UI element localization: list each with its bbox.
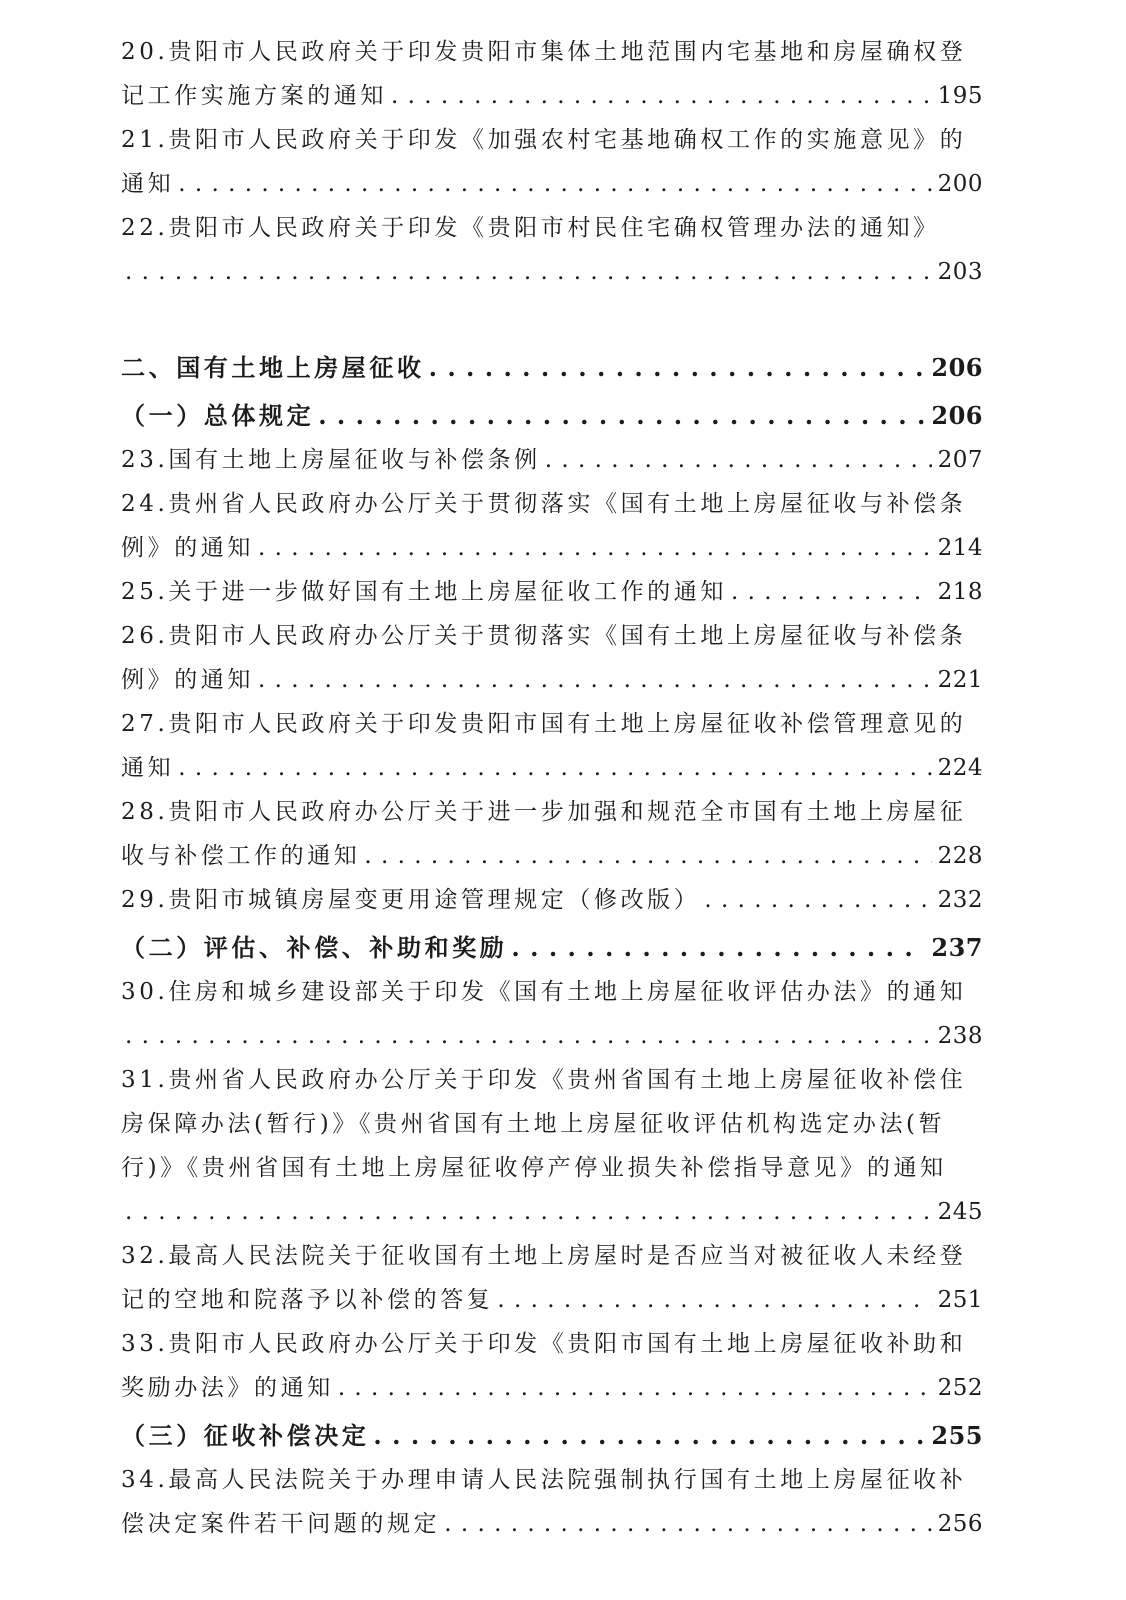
toc-entry[interactable] bbox=[121, 206, 983, 294]
toc-entry-text: 34.最高人民法院关于办理申请人民法院强制执行国有土地上房屋征收补 bbox=[121, 1467, 967, 1493]
toc-entry-text: 奖励办法》的通知 bbox=[121, 1375, 334, 1401]
toc-entry-text: 27.贵阳市人民政府关于印发贵阳市国有土地上房屋征收补偿管理意见的 bbox=[121, 711, 967, 737]
toc-entry-text: 26.贵阳市人民政府办公厅关于贯彻落实《国有土地上房屋征收与补偿条 bbox=[121, 623, 967, 649]
toc-entry-text: 25.关于进一步做好国有土地上房屋征收工作的通知 bbox=[121, 579, 727, 605]
toc-leader-dots bbox=[125, 1190, 932, 1234]
toc-page-number: 203 bbox=[937, 259, 983, 285]
toc-entry[interactable] bbox=[121, 614, 983, 702]
toc-entry[interactable] bbox=[121, 1234, 983, 1322]
toc-entry[interactable] bbox=[121, 30, 983, 118]
toc-section-heading[interactable] bbox=[121, 394, 983, 438]
toc-page-number: 206 bbox=[931, 401, 983, 430]
toc-leader-dots bbox=[364, 834, 931, 878]
toc-entry-text: 例》的通知 bbox=[121, 535, 254, 561]
toc-page-number: 256 bbox=[937, 1511, 983, 1537]
toc-leader-dots bbox=[338, 1366, 932, 1410]
toc-page-number: 224 bbox=[937, 755, 983, 781]
toc-page-number: 251 bbox=[937, 1287, 983, 1313]
toc-entry-text: 记的空地和院落予以补偿的答复 bbox=[121, 1287, 494, 1313]
toc-page-number: 195 bbox=[937, 83, 983, 109]
toc-entry[interactable] bbox=[121, 438, 983, 482]
toc-entry-text: 30.住房和城乡建设部关于印发《国有土地上房屋征收评估办法》的通知 bbox=[121, 979, 967, 1005]
toc-section-heading[interactable] bbox=[121, 926, 983, 970]
toc-entry[interactable] bbox=[121, 118, 983, 206]
toc-entry-text: （三）征收补偿决定 bbox=[121, 1421, 370, 1450]
toc-page-number: 207 bbox=[937, 447, 983, 473]
toc-page-number: 221 bbox=[937, 667, 983, 693]
table-of-contents bbox=[121, 30, 983, 1546]
toc-entry[interactable] bbox=[121, 1322, 983, 1410]
toc-entry[interactable] bbox=[121, 482, 983, 570]
toc-leader-dots bbox=[511, 926, 925, 970]
toc-entry-text: 偿决定案件若干问题的规定 bbox=[121, 1511, 441, 1537]
toc-entry[interactable] bbox=[121, 878, 983, 922]
toc-leader-dots bbox=[391, 74, 932, 118]
toc-entry-text: 31.贵州省人民政府办公厅关于印发《贵州省国有土地上房屋征收补偿住 bbox=[121, 1067, 967, 1093]
toc-leader-dots bbox=[373, 1414, 925, 1458]
toc-entry[interactable] bbox=[121, 570, 983, 614]
toc-leader-dots bbox=[545, 438, 932, 482]
toc-leader-dots bbox=[178, 162, 931, 206]
toc-leader-dots bbox=[497, 1278, 931, 1322]
toc-entry-text: 20.贵阳市人民政府关于印发贵阳市集体土地范围内宅基地和房屋确权登 bbox=[121, 39, 967, 65]
toc-entry-text: 22.贵阳市人民政府关于印发《贵阳市村民住宅确权管理办法的通知》 bbox=[121, 215, 940, 241]
toc-page-number: 228 bbox=[937, 843, 983, 869]
toc-page-number: 232 bbox=[937, 887, 983, 913]
toc-page bbox=[121, 30, 983, 1546]
toc-page-number: 214 bbox=[937, 535, 983, 561]
toc-entry-text: 行)》《贵州省国有土地上房屋征收停产停业损失补偿指导意见》的通知 bbox=[121, 1155, 947, 1181]
toc-entry[interactable] bbox=[121, 1058, 983, 1234]
toc-leader-dots bbox=[125, 1014, 932, 1058]
toc-entry-text: 21.贵阳市人民政府关于印发《加强农村宅基地确权工作的实施意见》的 bbox=[121, 127, 967, 153]
toc-entry[interactable] bbox=[121, 790, 983, 878]
toc-leader-dots bbox=[429, 346, 926, 390]
toc-entry[interactable] bbox=[121, 970, 983, 1058]
toc-entry-text: 24.贵州省人民政府办公厅关于贯彻落实《国有土地上房屋征收与补偿条 bbox=[121, 491, 967, 517]
toc-leader-dots bbox=[731, 570, 932, 614]
toc-page-number: 238 bbox=[937, 1023, 983, 1049]
toc-entry-text: 通知 bbox=[121, 755, 175, 781]
toc-leader-dots bbox=[704, 878, 931, 922]
toc-leader-dots bbox=[125, 250, 932, 294]
toc-entry-text: （二）评估、补偿、补助和奖励 bbox=[121, 933, 508, 962]
toc-entry-text: 32.最高人民法院关于征收国有土地上房屋时是否应当对被征收人未经登 bbox=[121, 1243, 967, 1269]
toc-leader-dots bbox=[258, 526, 932, 570]
toc-leader-dots bbox=[444, 1502, 931, 1546]
toc-page-number: 255 bbox=[931, 1421, 983, 1450]
toc-page-number: 218 bbox=[937, 579, 983, 605]
toc-entry-text: 通知 bbox=[121, 171, 175, 197]
toc-entry-text: 23.国有土地上房屋征收与补偿条例 bbox=[121, 447, 541, 473]
toc-page-number: 252 bbox=[937, 1375, 983, 1401]
toc-entry-text: 房保障办法(暂行)》《贵州省国有土地上房屋征收评估机构选定办法(暂 bbox=[121, 1111, 946, 1137]
toc-entry[interactable] bbox=[121, 1458, 983, 1546]
toc-entry-text: 收与补偿工作的通知 bbox=[121, 843, 361, 869]
toc-entry-text: （一）总体规定 bbox=[121, 401, 315, 430]
toc-entry-text: 例》的通知 bbox=[121, 667, 254, 693]
toc-entry-text: 28.贵阳市人民政府办公厅关于进一步加强和规范全市国有土地上房屋征 bbox=[121, 799, 967, 825]
toc-entry-text: 记工作实施方案的通知 bbox=[121, 83, 387, 109]
toc-page-number: 237 bbox=[931, 933, 983, 962]
toc-leader-dots bbox=[178, 746, 931, 790]
toc-entry[interactable] bbox=[121, 702, 983, 790]
toc-page-number: 245 bbox=[937, 1199, 983, 1225]
toc-page-number: 200 bbox=[937, 171, 983, 197]
toc-section-heading[interactable] bbox=[121, 1414, 983, 1458]
toc-section-heading[interactable] bbox=[121, 346, 983, 390]
toc-leader-dots bbox=[318, 394, 925, 438]
toc-leader-dots bbox=[258, 658, 932, 702]
toc-entry-text: 29.贵阳市城镇房屋变更用途管理规定（修改版） bbox=[121, 887, 701, 913]
toc-entry-text: 二、国有土地上房屋征收 bbox=[121, 353, 425, 382]
section-gap bbox=[121, 294, 983, 342]
toc-page-number: 206 bbox=[931, 353, 983, 382]
toc-entry-text: 33.贵阳市人民政府办公厅关于印发《贵阳市国有土地上房屋征收补助和 bbox=[121, 1331, 967, 1357]
